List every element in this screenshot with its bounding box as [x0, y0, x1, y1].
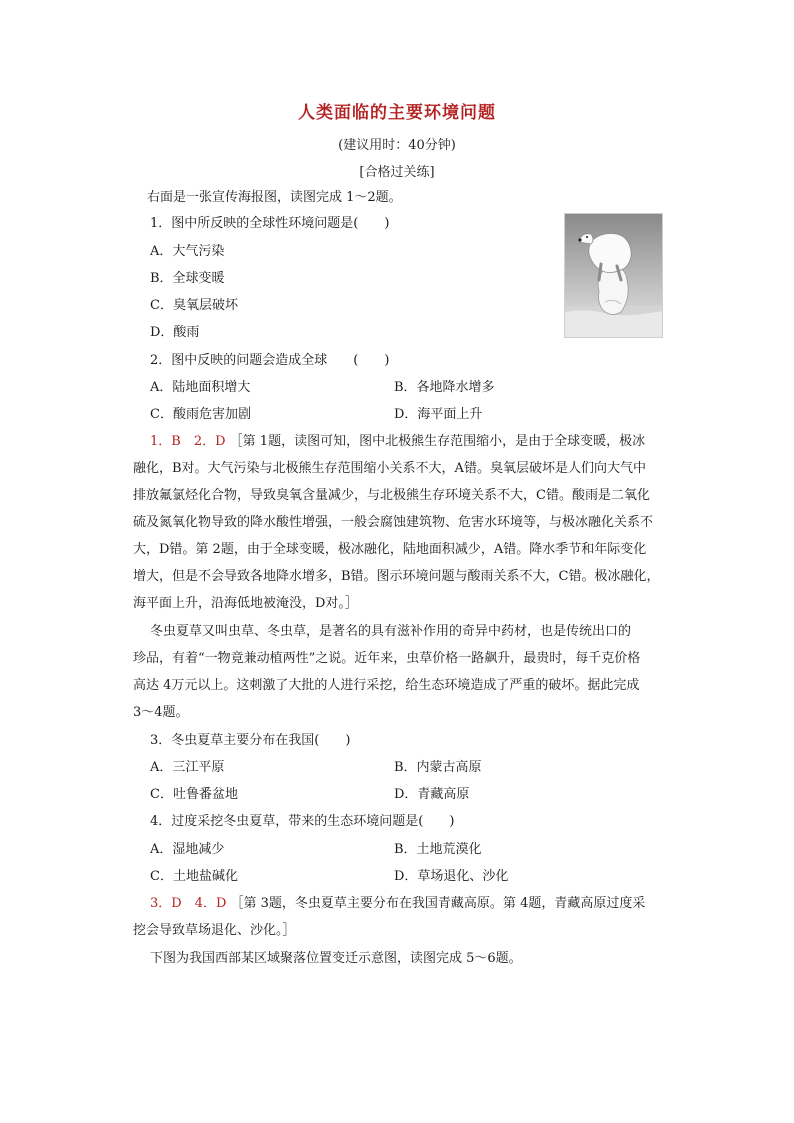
question-4-option-a: A．湿地减少: [150, 842, 225, 857]
answer-key-3-4: 3．D 4．D: [150, 896, 227, 911]
intro-q3-4-line-4: 3～4题。: [133, 705, 189, 720]
question-1-option-d: D．酸雨: [150, 325, 200, 340]
intro-q3-4-line-2: 珍品，有着“一物竟兼动植两性”之说。近年来，虫草价格一路飙升，最贵时，每千克价格: [133, 651, 641, 666]
question-3-option-c: C．吐鲁番盆地: [150, 787, 238, 802]
question-1-option-a: A．大气污染: [150, 244, 225, 259]
question-3-option-d: D．青藏高原: [394, 787, 470, 802]
answer-1-2-line-4: 硫及氮氧化物导致的降水酸性增强，一般会腐蚀建筑物、危害水环境等，与极冰融化关系不: [133, 515, 654, 530]
question-2-option-b: B．各地降水增多: [394, 380, 495, 395]
question-1: 1．图中所反映的全球性环境问题是( ): [150, 216, 390, 231]
suggested-time: (建议用时：40分钟): [338, 138, 456, 153]
question-3: 3．冬虫夏草主要分布在我国( ): [150, 733, 351, 748]
question-3-option-a: A．三江平原: [150, 760, 225, 775]
answer-key-1-2: 1．B 2．D: [150, 434, 226, 449]
question-4-option-c: C．土地盐碱化: [150, 869, 238, 884]
question-4-option-d: D．草场退化、沙化: [394, 869, 509, 884]
intro-q3-4-line-1: 冬虫夏草又叫虫草、冬虫草，是著名的具有滋补作用的奇异中药材，也是传统出口的: [150, 624, 632, 639]
answer-1-2-line-2: 融化，B对。大气污染与北极熊生存范围缩小关系不大，A错。臭氧层破坏是人们向大气中: [133, 461, 646, 476]
question-2-option-a: A．陆地面积增大: [150, 380, 251, 395]
answer-1-2-line-7: 海平面上升，沿海低地被淹没，D对。］: [133, 596, 358, 611]
answer-1-2-line-1: [150, 432, 645, 451]
page-title: 人类面临的主要环境问题: [298, 103, 496, 123]
intro-q3-4-line-3: 高达 4万元以上。这刺激了大批的人进行采挖，给生态环境造成了严重的破坏。据此完成: [133, 678, 640, 693]
question-4: 4．过度采挖冬虫夏草，带来的生态环境问题是( ): [150, 814, 455, 829]
question-2-option-d: D．海平面上升: [394, 407, 483, 422]
answer-1-2-line-6: 增大，但是不会导致各地降水增多，B错。图示环境问题与酸雨关系不大，C错。极冰融化，: [133, 569, 660, 584]
question-2-option-c: C．酸雨危害加剧: [150, 407, 251, 422]
answer-3-4-line-1: [150, 894, 645, 913]
question-4-option-b: B．土地荒漠化: [394, 842, 482, 857]
answer-3-4-line-2: 挖会导致草场退化、沙化。］: [133, 923, 296, 938]
answer-1-2-line-3: 排放氟氯烃化合物，导致臭氧含量减少，与北极熊生存环境关系不大，C错。酸雨是二氧化: [133, 488, 650, 503]
intro-q1-2: 右面是一张宣传海报图，读图完成 1～2题。: [147, 190, 402, 205]
polar-bear-poster-image: [564, 213, 663, 338]
question-3-option-b: B．内蒙古高原: [394, 760, 482, 775]
polar-bear-icon: [565, 214, 662, 337]
answer-explanation-1-2: ［第 1题，读图可知，图中北极熊生存范围缩小，是由于全球变暖，极冰: [229, 434, 646, 449]
question-2: 2．图中反映的问题会造成全球 ( ): [150, 353, 390, 368]
answer-explanation-3-4: ［第 3题，冬虫夏草主要分布在我国青藏高原。第 4题，青藏高原过度采: [230, 896, 646, 911]
question-1-option-c: C．臭氧层破坏: [150, 298, 238, 313]
question-1-option-b: B．全球变暖: [150, 271, 225, 286]
intro-q5-6: 下图为我国西部某区域聚落位置变迁示意图，读图完成 5～6题。: [150, 951, 522, 966]
answer-1-2-line-5: 大，D错。第 2题，由于全球变暖，极冰融化，陆地面积减少，A错。降水季节和年际变化: [133, 542, 647, 557]
section-heading: [合格过关练]: [359, 165, 435, 180]
